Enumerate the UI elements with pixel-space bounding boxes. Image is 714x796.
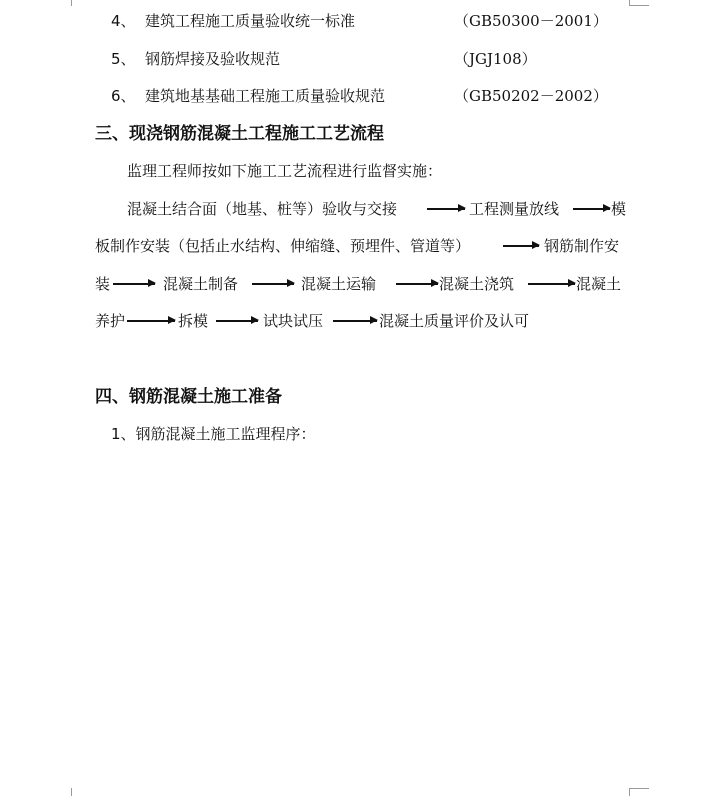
flow-step: 模: [611, 200, 627, 218]
crop-mark-bottom-left: [71, 788, 72, 796]
flow-arrow: [127, 320, 175, 322]
standard-title: 建筑地基基础工程施工质量验收规范: [145, 87, 386, 105]
standard-code: （GB50202－2002）: [454, 87, 608, 105]
flow-arrow: [528, 283, 575, 285]
flow-step: 混凝土运输: [301, 275, 377, 293]
flow-step: 混凝土制备: [163, 275, 239, 293]
standard-code: （GB50300－2001）: [454, 12, 608, 30]
standard-number: 5、: [111, 50, 136, 68]
flow-step: 混凝土: [576, 275, 622, 293]
standard-number: 6、: [111, 87, 136, 105]
standard-title: 建筑工程施工质量验收统一标准: [145, 12, 356, 30]
flow-arrow: [396, 283, 438, 285]
list-item: 1、钢筋混凝土施工监理程序：: [111, 425, 316, 443]
flow-step: 板制作安装（包括止水结构、伸缩缝、预埋件、管道等）: [95, 237, 471, 255]
section-heading: 四、钢筋混凝土施工准备: [95, 387, 282, 407]
flow-step: 工程测量放线: [469, 200, 560, 218]
crop-mark-bottom-right: [629, 788, 630, 796]
flow-step: 拆模: [178, 312, 209, 330]
flow-arrow: [427, 208, 465, 210]
standard-code: （JGJ108）: [454, 50, 537, 68]
flow-line: [95, 273, 629, 295]
flow-arrow: [113, 283, 155, 285]
flow-arrow: [333, 320, 377, 322]
flow-arrow: [573, 208, 610, 210]
section-intro: 监理工程师按如下施工工艺流程进行监督实施：: [127, 162, 443, 180]
section-heading: 三、现浇钢筋混凝土工程施工工艺流程: [95, 124, 384, 144]
flow-step: 混凝土结合面（地基、桩等）验收与交接: [127, 200, 398, 218]
flow-arrow: [503, 245, 539, 247]
flow-arrow: [216, 320, 258, 322]
flow-line: [95, 235, 629, 257]
flow-step: 钢筋制作安: [544, 237, 620, 255]
crop-mark-bottom-right-h: [629, 788, 649, 789]
crop-mark-top-right-h: [629, 5, 649, 6]
flow-step: 养护: [95, 312, 126, 330]
flow-step: 试块试压: [263, 312, 324, 330]
flow-step: 混凝土浇筑: [439, 275, 515, 293]
standard-title: 钢筋焊接及验收规范: [145, 50, 281, 68]
flow-line: [95, 310, 629, 332]
flow-step: 装: [95, 275, 111, 293]
flow-arrow: [252, 283, 294, 285]
flow-step: 混凝土质量评价及认可: [379, 312, 530, 330]
standard-number: 4、: [111, 12, 136, 30]
crop-mark-top-left: [71, 0, 72, 6]
flow-line: [95, 198, 629, 220]
